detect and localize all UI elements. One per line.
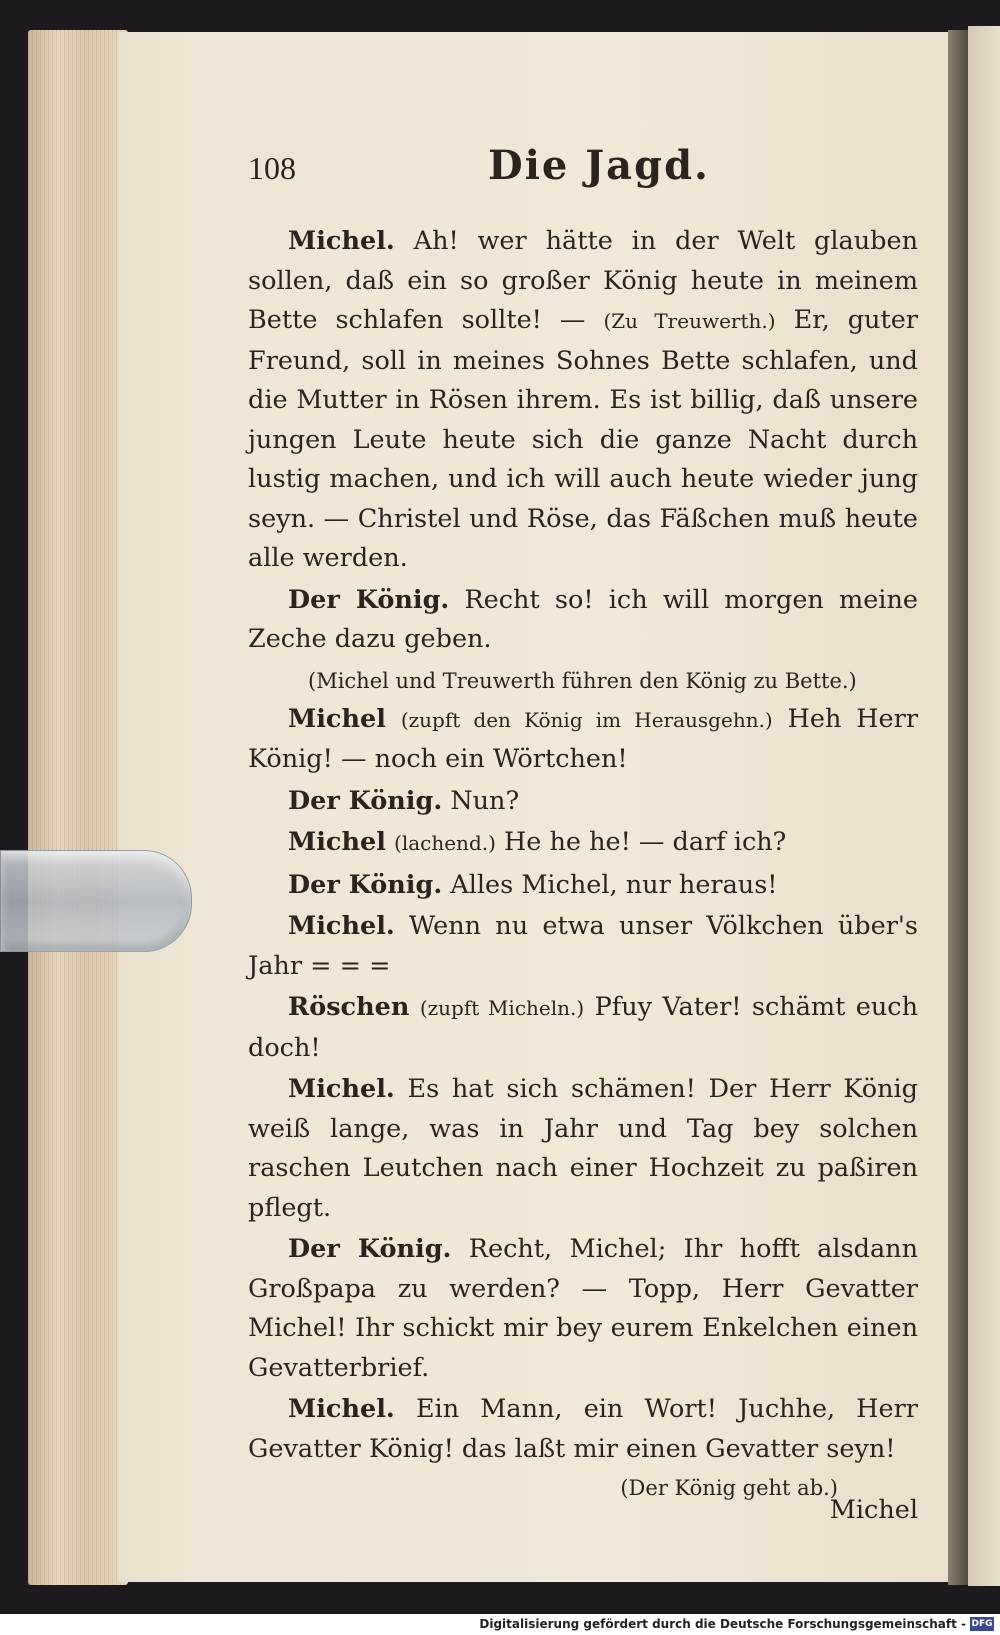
- speaker-name: Röschen: [288, 992, 410, 1022]
- speech-text: Ein Mann, ein Wort! Juchhe, Herr Gevatter König! das laßt mir einen Gevatter seyn!: [248, 1394, 918, 1464]
- speech-michel-4: [248, 907, 918, 986]
- speech-michel-6: [248, 1390, 918, 1469]
- speech-text: Wenn nu etwa unser Völkchen über's Jahr = = =: [248, 911, 919, 981]
- speech-text: Heh Herr König! — noch ein Wörtchen!: [248, 703, 919, 774]
- speech-text: Er, guter Freund, soll in meines Sohnes Bette schlafen, und die Mutter in Rösen ihrem. Es ist billig, daß unsere jungen Leute heute sich die ganze Nacht durch lustig machen, und ich will auch heute wieder jung seyn. — Christel und Röse, das Fäßchen muß heute alle werden.: [248, 305, 918, 573]
- page-text: [248, 142, 918, 1525]
- speaker-name: Michel.: [288, 226, 395, 256]
- speech-text: Ah! wer hätte in der Welt glauben sollen, daß ein so großer König heute in meinem Bette schlafen sollte! —: [248, 226, 918, 335]
- speaker-name: Michel.: [288, 911, 395, 941]
- speech-koenig-3: [248, 866, 918, 906]
- stage-direction: (Michel und Treuwerth führen den König zu Bette.): [308, 668, 857, 693]
- book-gutter: [948, 30, 970, 1585]
- speaker-name: Michel.: [288, 1074, 395, 1104]
- speech-roeschen-1: [248, 988, 918, 1068]
- page-number: 108: [248, 150, 296, 186]
- page-header: [248, 142, 918, 198]
- speech-koenig-2: [248, 782, 918, 822]
- speech-koenig-1: [248, 581, 918, 660]
- speaker-name: Michel: [288, 827, 386, 857]
- facing-page-edge: [968, 26, 1000, 1586]
- running-head: Die Jagd.: [488, 142, 710, 189]
- dfg-logo: DFG: [971, 1619, 993, 1629]
- speech-text: Es hat sich schämen! Der Herr König weiß lange, was in Jahr und Tag bey solchen raschen Leutchen nach einer Hochzeit zu paßiren pflegt.: [248, 1074, 918, 1223]
- speech-text: He he he! — darf ich?: [504, 827, 787, 857]
- page-edges: [28, 30, 128, 1585]
- speech-text: Alles Michel, nur heraus!: [450, 869, 778, 900]
- stage-direction: (zupft den König im Herausgehn.): [400, 707, 773, 732]
- speech-text: Pfuy Vater! schämt euch doch!: [248, 992, 918, 1063]
- page-clip: [0, 850, 192, 952]
- stage-direction: (lachend.): [394, 831, 496, 855]
- speech-text: Recht, Michel; Ihr hofft alsdann Großpapa zu werden? — Topp, Herr Gevatter Michel! Ihr schickt mir bey eurem Enkelchen einen Gevatterbrief.: [248, 1234, 918, 1383]
- speech-text: Nun?: [450, 785, 520, 816]
- speaker-name: Der König.: [288, 1234, 452, 1264]
- speech-koenig-4: [248, 1230, 918, 1388]
- speaker-name: Der König.: [288, 584, 450, 615]
- speech-michel-5: [248, 1070, 918, 1228]
- stage-direction-line: [248, 662, 918, 700]
- speech-michel-3: [248, 823, 918, 864]
- catchword: Michel: [829, 1495, 918, 1525]
- speech-michel-2: [248, 700, 918, 780]
- speaker-name: Michel.: [288, 1394, 395, 1424]
- speaker-name: Der König.: [288, 785, 443, 816]
- speech-michel-1: [248, 222, 918, 579]
- stage-direction: (zupft Micheln.): [419, 996, 585, 1020]
- funding-credit: Digitalisierung gefördert durch die Deutsche Forschungsgemeinschaft -: [479, 1617, 966, 1631]
- speaker-name: Der König.: [288, 869, 443, 900]
- exit-direction: (Der König geht ab.): [620, 1476, 838, 1500]
- speech-text: Recht so! ich will morgen meine Zeche dazu geben.: [248, 584, 918, 654]
- speaker-name: Michel: [288, 703, 386, 734]
- stage-direction: (Zu Treuwerth.): [603, 309, 776, 333]
